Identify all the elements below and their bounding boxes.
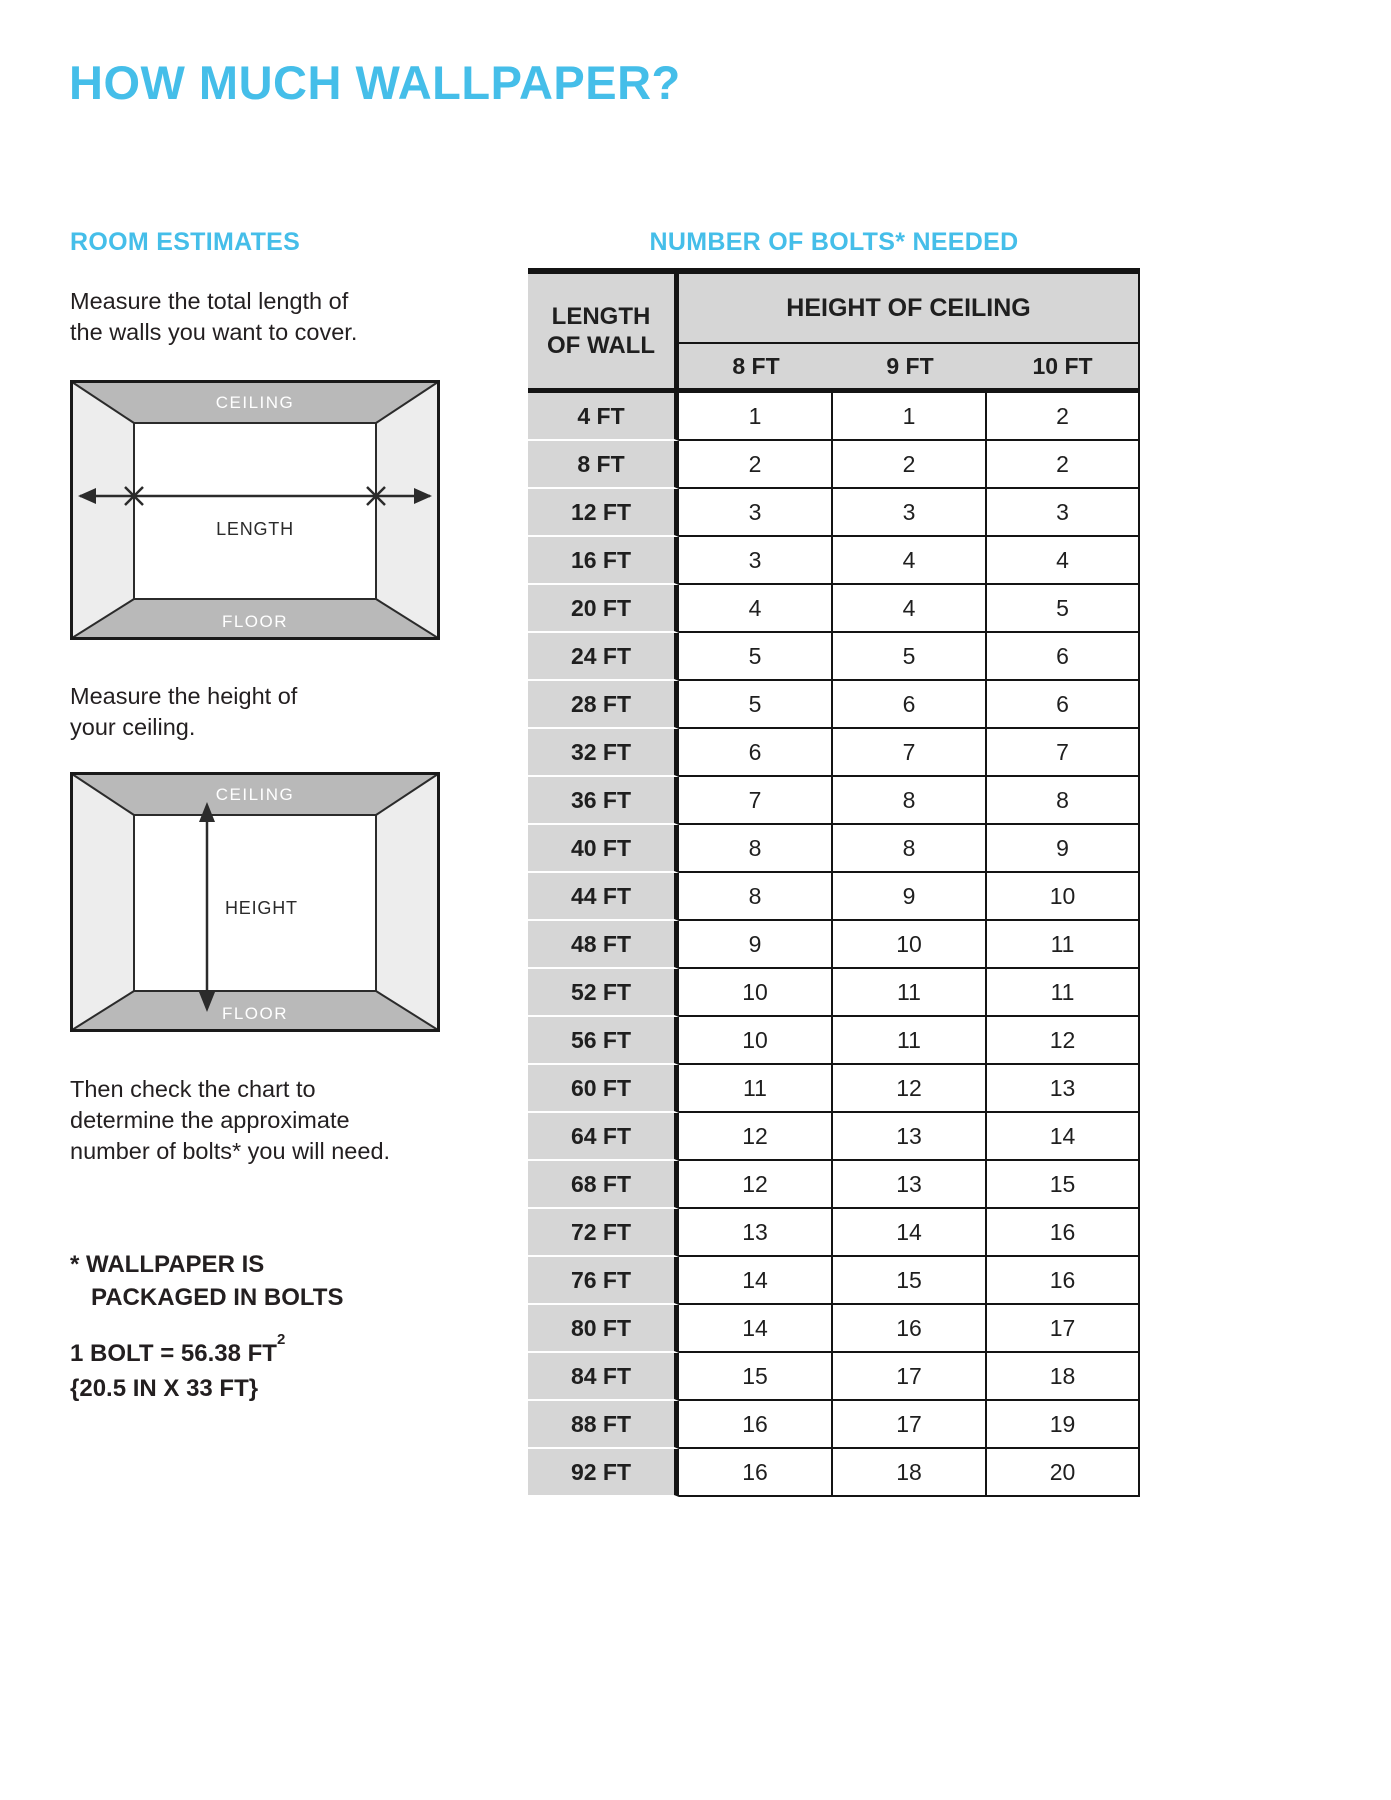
- step2-instructions: [70, 681, 297, 743]
- step3-instructions: [70, 1074, 390, 1167]
- bolts-table-row: [528, 1017, 1140, 1065]
- bolts-table: [528, 268, 1140, 1497]
- bolt-count-cell: 5: [679, 633, 833, 681]
- wall-length-cell: 60 FT: [528, 1065, 679, 1113]
- bolt-count-cell: 17: [833, 1401, 987, 1449]
- bolt-formula-text: 1 BOLT = 56.38 FT: [70, 1340, 277, 1367]
- bolts-table-row: [528, 777, 1140, 825]
- bolt-count-cell: 7: [679, 777, 833, 825]
- bolt-count-cell: 11: [987, 921, 1140, 969]
- wall-length-cell: 24 FT: [528, 633, 679, 681]
- bolt-count-cell: 13: [679, 1209, 833, 1257]
- bolt-count-cell: 12: [679, 1113, 833, 1161]
- bolt-count-cell: 3: [987, 489, 1140, 537]
- bolts-footnote: [70, 1248, 343, 1314]
- wall-length-cell: 76 FT: [528, 1257, 679, 1305]
- bolts-table-row: [528, 1257, 1140, 1305]
- wall-length-cell: 28 FT: [528, 681, 679, 729]
- bolts-table-row: [528, 1353, 1140, 1401]
- table-header-row-1: [528, 274, 1140, 344]
- footnote-line: * WALLPAPER IS: [70, 1251, 265, 1278]
- wall-length-cell: 44 FT: [528, 873, 679, 921]
- room-height-diagram: [70, 772, 440, 1032]
- wall-length-cell: 52 FT: [528, 969, 679, 1017]
- wall-length-cell: 12 FT: [528, 489, 679, 537]
- bolt-count-cell: 14: [679, 1305, 833, 1353]
- wall-length-cell: 8 FT: [528, 441, 679, 489]
- text-line: the walls you want to cover.: [70, 319, 358, 345]
- bolt-count-cell: 4: [833, 585, 987, 633]
- height-label: HEIGHT: [225, 898, 298, 918]
- bolt-count-cell: 18: [987, 1353, 1140, 1401]
- wall-length-cell: 84 FT: [528, 1353, 679, 1401]
- bolt-count-cell: 11: [987, 969, 1140, 1017]
- ceiling-9ft-header: 9 FT: [833, 344, 987, 393]
- right-wall: [376, 774, 438, 1030]
- bolts-table-row: [528, 921, 1140, 969]
- bolts-table-row: [528, 1161, 1140, 1209]
- bolt-count-cell: 5: [679, 681, 833, 729]
- bolt-count-cell: 12: [833, 1065, 987, 1113]
- bolts-table-row: [528, 489, 1140, 537]
- bolts-table-row: [528, 681, 1140, 729]
- bolt-count-cell: 6: [987, 633, 1140, 681]
- bolts-table-row: [528, 1305, 1140, 1353]
- wall-length-cell: 32 FT: [528, 729, 679, 777]
- bolt-count-cell: 7: [833, 729, 987, 777]
- text-line: determine the approximate: [70, 1107, 350, 1133]
- bolt-count-cell: 10: [833, 921, 987, 969]
- bolt-count-cell: 9: [833, 873, 987, 921]
- bolt-count-cell: 13: [833, 1113, 987, 1161]
- bolt-count-cell: 1: [833, 393, 987, 441]
- wall-length-cell: 64 FT: [528, 1113, 679, 1161]
- wall-length-cell: 20 FT: [528, 585, 679, 633]
- room-estimates-heading: ROOM ESTIMATES: [70, 228, 301, 256]
- bolt-count-cell: 6: [679, 729, 833, 777]
- bolt-count-cell: 15: [833, 1257, 987, 1305]
- wall-length-cell: 72 FT: [528, 1209, 679, 1257]
- ceiling-8ft-header: 8 FT: [679, 344, 833, 393]
- room-length-diagram: [70, 380, 440, 640]
- bolts-table-row: [528, 633, 1140, 681]
- bolt-count-cell: 10: [679, 1017, 833, 1065]
- bolt-count-cell: 10: [987, 873, 1140, 921]
- wall-length-cell: 48 FT: [528, 921, 679, 969]
- bolts-table-row: [528, 729, 1140, 777]
- bolt-count-cell: 8: [679, 825, 833, 873]
- footnote-line: PACKAGED IN BOLTS: [91, 1284, 344, 1311]
- bolt-count-cell: 14: [987, 1113, 1140, 1161]
- bolt-count-cell: 17: [833, 1353, 987, 1401]
- length-of-wall-header: [528, 274, 679, 393]
- bolt-count-cell: 9: [679, 921, 833, 969]
- bolt-count-cell: 8: [833, 825, 987, 873]
- back-wall: [134, 423, 376, 599]
- bolt-count-cell: 11: [679, 1065, 833, 1113]
- bolt-count-cell: 11: [833, 969, 987, 1017]
- height-of-ceiling-header: HEIGHT OF CEILING: [679, 274, 1140, 344]
- bolt-count-cell: 8: [833, 777, 987, 825]
- bolt-count-cell: 4: [679, 585, 833, 633]
- floor-label: FLOOR: [221, 1004, 289, 1023]
- bolt-count-cell: 8: [679, 873, 833, 921]
- wall-length-cell: 40 FT: [528, 825, 679, 873]
- header-line: LENGTH: [551, 303, 651, 330]
- bolts-table-row: [528, 441, 1140, 489]
- bolt-count-cell: 19: [987, 1401, 1140, 1449]
- wall-length-cell: 68 FT: [528, 1161, 679, 1209]
- bolt-count-cell: 2: [833, 441, 987, 489]
- text-line: your ceiling.: [70, 714, 196, 740]
- left-wall: [72, 382, 134, 638]
- bolts-table-row: [528, 873, 1140, 921]
- bolt-count-cell: 13: [987, 1065, 1140, 1113]
- length-label: LENGTH: [216, 519, 294, 539]
- bolt-count-cell: 8: [987, 777, 1140, 825]
- bolt-count-cell: 2: [679, 441, 833, 489]
- bolts-table-row: [528, 969, 1140, 1017]
- wall-length-cell: 92 FT: [528, 1449, 679, 1497]
- bolt-count-cell: 12: [679, 1161, 833, 1209]
- bolt-count-cell: 4: [833, 537, 987, 585]
- bolt-count-cell: 14: [833, 1209, 987, 1257]
- bolt-count-cell: 3: [679, 489, 833, 537]
- wall-length-cell: 4 FT: [528, 393, 679, 441]
- bolt-count-cell: 6: [987, 681, 1140, 729]
- bolt-count-cell: 11: [833, 1017, 987, 1065]
- step1-instructions: [70, 286, 357, 348]
- bolt-dimensions-line: {20.5 IN X 33 FT}: [70, 1375, 259, 1402]
- bolt-formula-line: [70, 1330, 285, 1371]
- page-title: HOW MUCH WALLPAPER?: [69, 56, 681, 109]
- bolt-count-cell: 16: [679, 1401, 833, 1449]
- bolt-count-cell: 2: [987, 393, 1140, 441]
- bolts-table-heading: NUMBER OF BOLTS* NEEDED: [649, 228, 1019, 256]
- wall-length-cell: 36 FT: [528, 777, 679, 825]
- text-line: Measure the total length of: [70, 288, 349, 314]
- bolt-count-cell: 1: [679, 393, 833, 441]
- bolt-count-cell: 16: [679, 1449, 833, 1497]
- wall-length-cell: 88 FT: [528, 1401, 679, 1449]
- floor-label: FLOOR: [221, 612, 289, 631]
- bolt-count-cell: 9: [987, 825, 1140, 873]
- bolt-count-cell: 12: [987, 1017, 1140, 1065]
- bolt-count-cell: 7: [987, 729, 1140, 777]
- bolt-count-cell: 17: [987, 1305, 1140, 1353]
- text-line: Then check the chart to: [70, 1076, 316, 1102]
- text-line: Measure the height of: [70, 683, 298, 709]
- ceiling-10ft-header: 10 FT: [987, 344, 1140, 393]
- bolt-count-cell: 10: [679, 969, 833, 1017]
- bolt-count-cell: 16: [833, 1305, 987, 1353]
- bolts-table-row: [528, 393, 1140, 441]
- bolt-count-cell: 3: [679, 537, 833, 585]
- bolt-count-cell: 15: [987, 1161, 1140, 1209]
- bolts-table-row: [528, 537, 1140, 585]
- bolt-count-cell: 4: [987, 537, 1140, 585]
- bolt-count-cell: 14: [679, 1257, 833, 1305]
- header-line: OF WALL: [547, 332, 655, 359]
- bolts-table-row: [528, 825, 1140, 873]
- bolt-count-cell: 16: [987, 1257, 1140, 1305]
- bolts-table-row: [528, 1449, 1140, 1497]
- bolt-count-cell: 16: [987, 1209, 1140, 1257]
- bolt-count-cell: 5: [833, 633, 987, 681]
- bolt-count-cell: 3: [833, 489, 987, 537]
- ceiling-label: CEILING: [215, 393, 295, 412]
- left-wall: [72, 774, 134, 1030]
- bolt-formula-exponent: 2: [276, 1331, 286, 1348]
- bolt-count-cell: 20: [987, 1449, 1140, 1497]
- right-wall: [376, 382, 438, 638]
- wall-length-cell: 56 FT: [528, 1017, 679, 1065]
- bolt-count-cell: 6: [833, 681, 987, 729]
- bolt-count-cell: 13: [833, 1161, 987, 1209]
- wall-length-cell: 16 FT: [528, 537, 679, 585]
- wall-length-cell: 80 FT: [528, 1305, 679, 1353]
- bolts-table-row: [528, 585, 1140, 633]
- bolts-table-row: [528, 1065, 1140, 1113]
- bolts-table-row: [528, 1209, 1140, 1257]
- bolt-count-cell: 18: [833, 1449, 987, 1497]
- bolts-table-row: [528, 1113, 1140, 1161]
- bolts-table-row: [528, 1401, 1140, 1449]
- bolt-count-cell: 2: [987, 441, 1140, 489]
- bolt-count-cell: 5: [987, 585, 1140, 633]
- ceiling-label: CEILING: [215, 785, 295, 804]
- text-line: number of bolts* you will need.: [70, 1138, 391, 1164]
- bolt-count-cell: 15: [679, 1353, 833, 1401]
- bolts-table-body: [528, 393, 1140, 1497]
- bolt-size-info: [70, 1330, 285, 1406]
